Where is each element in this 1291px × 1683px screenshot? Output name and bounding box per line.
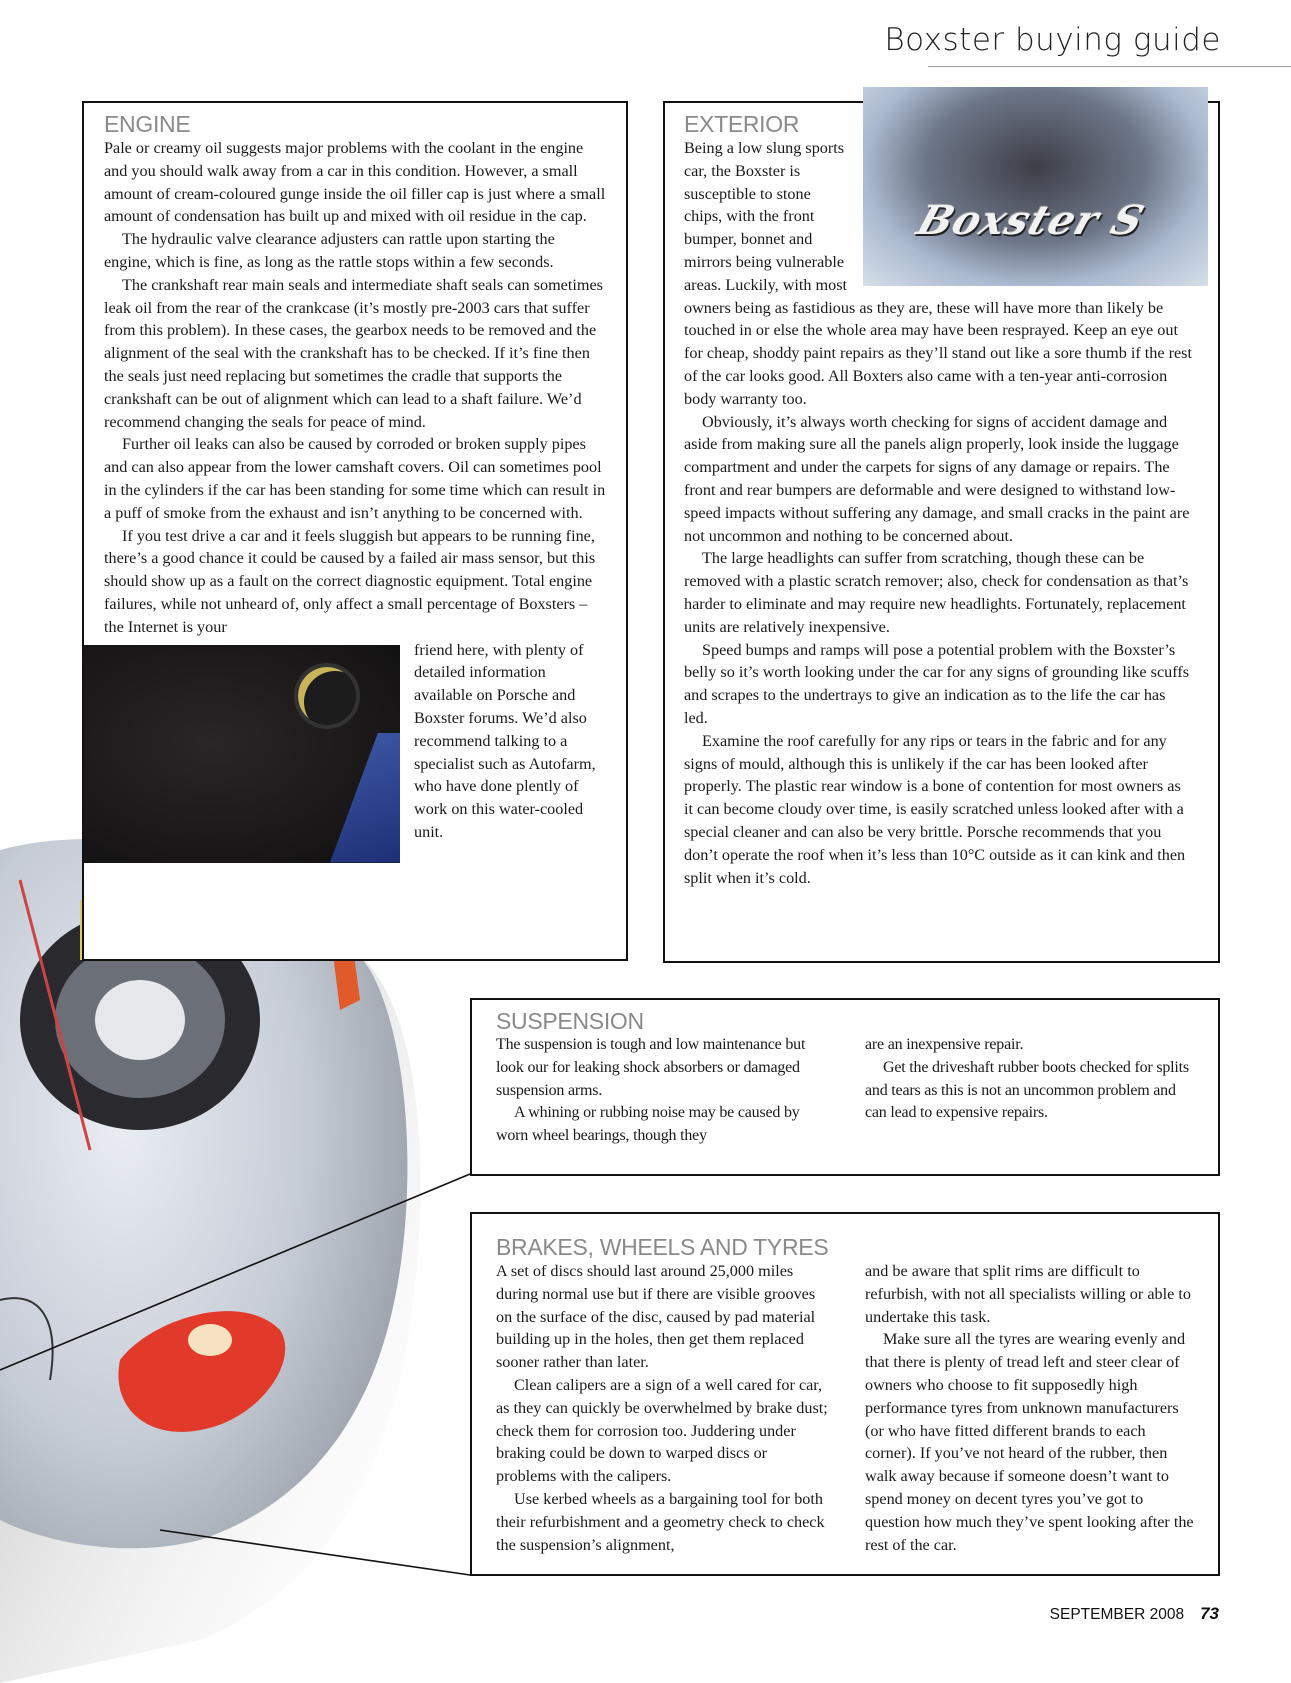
section-heading: ENGINE [104, 111, 191, 137]
brakes-body [496, 1260, 1198, 1556]
paragraph: A whining or rubbing noise may be caused by worn wheel bearings, though they [496, 1104, 800, 1145]
paragraph: Examine the roof carefully for any rips or tears in the fabric and for any signs of mould, although this is unlikely if the car has been looked after properly. The plastic rear window is a bone of contention for most owners as it can become cloudy over time, is easily scratched unless looked after with a special cleaner and can also be very brittle. Porsche recommends that you don’t operate the roof when it’s less than 10°C outside as it can kink and then split when it’s cold. [684, 731, 1186, 887]
page-number: 73 [1200, 1604, 1219, 1623]
paragraph: The large headlights can suffer from scratching, though these can be removed with a plastic scratch remover; also, check for condensation as that’s harder to eliminate and may require new headlights. Fortunately, replacement units are relatively inexpensive. [684, 549, 1189, 636]
paragraph: A set of discs should last around 25,000 miles during normal use but if there are visible grooves on the surface of the disc, caused by pad material building up in the holes, then get them replaced sooner rather than later. [496, 1262, 816, 1372]
paragraph: Use kerbed wheels as a bargaining tool for both their refurbishment and a geometry check to check the suspension’s alignment, [496, 1489, 825, 1554]
badge-lettering: Boxster S [911, 197, 1151, 244]
paragraph: Get the driveshaft rubber boots checked for splits and tears as this is not an uncommon problem and can lead to expensive repairs. [865, 1058, 1189, 1122]
brakes-wheels-tyres-section [470, 1212, 1220, 1576]
suspension-section [470, 998, 1220, 1176]
suspension-body [496, 1034, 1198, 1148]
engine-section [82, 101, 628, 961]
section-heading: BRAKES, WHEELS AND TYRES [496, 1234, 829, 1260]
column-right [865, 1260, 1198, 1556]
running-header-title: Boxster buying guide [884, 22, 1221, 58]
paragraph: Pale or creamy oil suggests major problems with the coolant in the engine and you should walk away from a car in this condition. However, a small amount of cream-coloured gunge inside the oil filler cap is just where a small amount of condensation has built up and mixed with oil residue in the cap. [104, 139, 606, 226]
column-left [496, 1034, 829, 1148]
paragraph: are an inexpensive repair. [865, 1036, 1024, 1053]
engine-body [104, 137, 606, 844]
paragraph: and be aware that split rims are difficult to refurbish, with not all specialists willing or able to undertake this task. [865, 1262, 1191, 1326]
paragraph: The suspension is tough and low maintenance but look our for leaking shock absorbers or damaged suspension arms. [496, 1036, 806, 1099]
paragraph: Speed bumps and ramps will pose a potential problem with the Boxster’s belly so it’s worth looking under the car for any signs of grounding like scuffs and scrapes to the undertrays to give an indication as to the life the car has led. [684, 640, 1190, 727]
paragraph: The crankshaft rear main seals and intermediate shaft seals can sometimes leak oil from the rear of the crankcase (it’s mostly pre-2003 cars that suffer from this problem). In these cases, the gearbox needs to be removed and the alignment of the seal with the crankshaft has to be checked. If it’s fine then the seals just need replacing but sometimes the cradle that supports the crankshaft can be out of alignment which can lead to a shaft failure. We’d recommend changing the seals for peace of mind. [104, 275, 603, 431]
paragraph: Make sure all the tyres are wearing evenly and that there is plenty of tread left and steer clear of owners who choose to fit supposedly high performance tyres from unknown manufacturers (or who have fitted different brands to each corner). If you’ve not heard of the rubber, then walk away because if someone doesn’t want to spend money on decent tyres you’ve got to question how much they’ve spent looking after the rest of the car. [865, 1330, 1194, 1554]
paragraph: Being a low slung sports car, the Boxster is susceptible to stone chips, with the front bumper, bonnet and mirrors being vulnerable areas. Luckily, with most owners being as fastidious as they are, these will have more than likely be touched in or else the whole area may have been resprayed. Keep an eye out for cheap, shoddy paint repairs as they’ll stand out like a sore thumb if the rest of the car looks good. All Boxters also came with a ten-year anti-corrosion body warranty too. [684, 139, 1192, 408]
exterior-section [663, 101, 1220, 963]
header-rule [928, 66, 1291, 67]
paragraph: Obviously, it’s always worth checking for signs of accident damage and aside from making sure all the panels align properly, look inside the luggage compartment and under the carpets for signs of any damage or repairs. The front and rear bumpers are deformable and were designed to withstand low-speed impacts without suffering any damage, and small cracks in the paint are not uncommon and nothing to be concerned about. [684, 412, 1190, 545]
issue-date: SEPTEMBER 2008 [1049, 1606, 1185, 1623]
section-heading: EXTERIOR [684, 111, 800, 137]
paragraph: Clean calipers are a sign of a well cared for car, as they can quickly be overwhelmed by brake dust; check them for corrosion too. Juddering under braking could be down to warped discs or problems with the calipers. [496, 1375, 828, 1486]
column-right [865, 1034, 1198, 1148]
paragraph: If you test drive a car and it feels sluggish but appears to be running fine, there’s a good chance it could be caused by a failed air mass sensor, but this should show up as a fault on the correct diagnostic equipment. Total engine failures, while not unheard of, only affect a small percentage of Boxsters – the Internet is your [104, 526, 596, 636]
paragraph: The hydraulic valve clearance adjusters can rattle upon starting the engine, which is fine, as long as the rattle stops within a few seconds. [104, 230, 555, 271]
luggage-compartment-photo [84, 645, 400, 863]
page-footer [1050, 1604, 1219, 1624]
section-heading: SUSPENSION [496, 1008, 644, 1034]
column-left [496, 1260, 829, 1556]
paragraph-continuation: friend here, with plenty of detailed information available on Porsche and Boxster forums. We’d also recommend talking to a specialist such as Autofarm, who have done plently of work on this water-cooled unit. [414, 640, 596, 841]
paragraph: Further oil leaks can also be caused by corroded or broken supply pipes and can also appear from the lower camshaft covers. Oil can sometimes pool in the cylinders if the car has been standing for some time which can result in a puff of smoke from the exhaust and isn’t anything to be concerned with. [104, 435, 606, 522]
boxster-s-badge-photo [863, 87, 1208, 286]
